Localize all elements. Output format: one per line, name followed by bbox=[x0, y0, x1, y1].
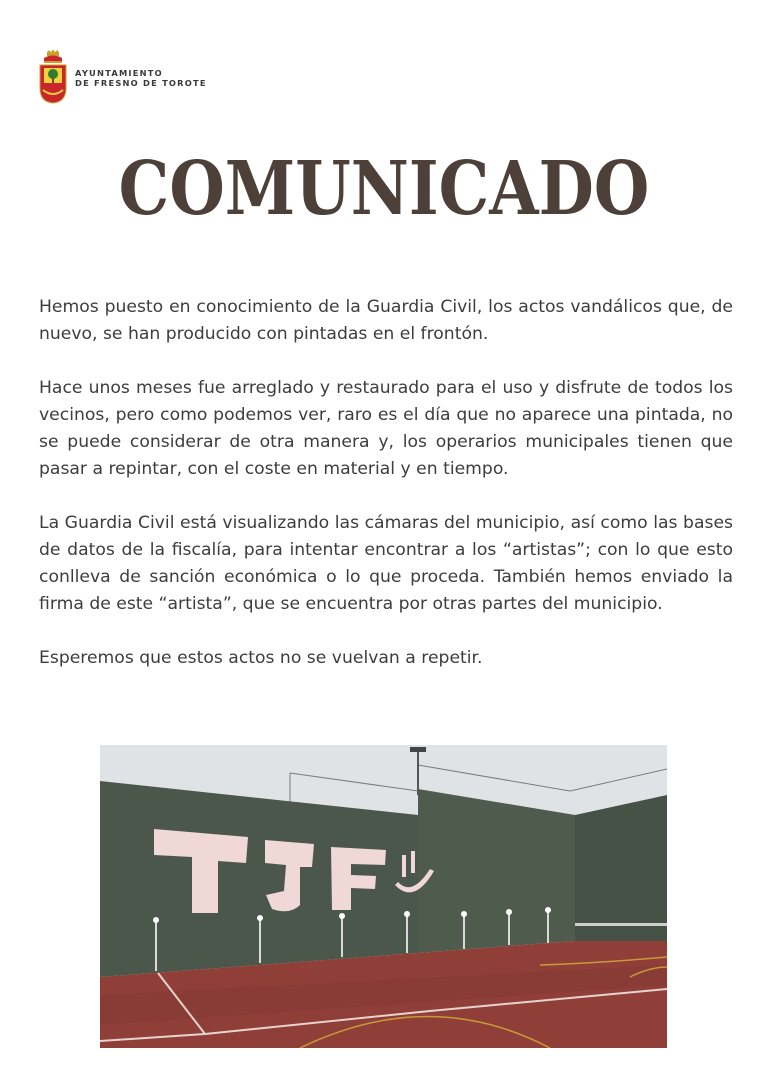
paragraph-2: Hace unos meses fue arreglado y restaurado para el uso y disfrute de todos los vecinos, pero como podemos ver, raro es el día que no aparece una pintada, no se puede considerar de otra manera y, los operarios municipales tienen que pasar a repintar, con el coste en material y en tiempo. bbox=[39, 378, 733, 479]
paragraph-1: Hemos puesto en conocimiento de la Guardia Civil, los actos vandálicos que, de nuevo, se han producido con pintadas en el frontón. bbox=[39, 297, 733, 344]
notice-body bbox=[39, 294, 733, 699]
paragraph-4: Esperemos que estos actos no se vuelvan a repetir. bbox=[39, 648, 483, 668]
page-title: COMUNICADO bbox=[118, 146, 650, 232]
coat-of-arms-icon bbox=[38, 50, 68, 104]
fronton-graffiti-photo bbox=[100, 745, 667, 1048]
header bbox=[38, 50, 207, 104]
organization-name-line2: DE FRESNO DE TOROTE bbox=[75, 78, 207, 88]
organization-name bbox=[75, 68, 207, 88]
organization-name-line1: AYUNTAMIENTO bbox=[75, 68, 163, 78]
paragraph-3: La Guardia Civil está visualizando las cámaras del municipio, así como las bases de datos de la fiscalía, para intentar encontrar a los “artistas”; con lo que esto conlleva de sanción económica o lo que proceda. También hemos enviado la firma de este “artista”, que se encuentra por otras partes del municipio. bbox=[39, 513, 733, 614]
